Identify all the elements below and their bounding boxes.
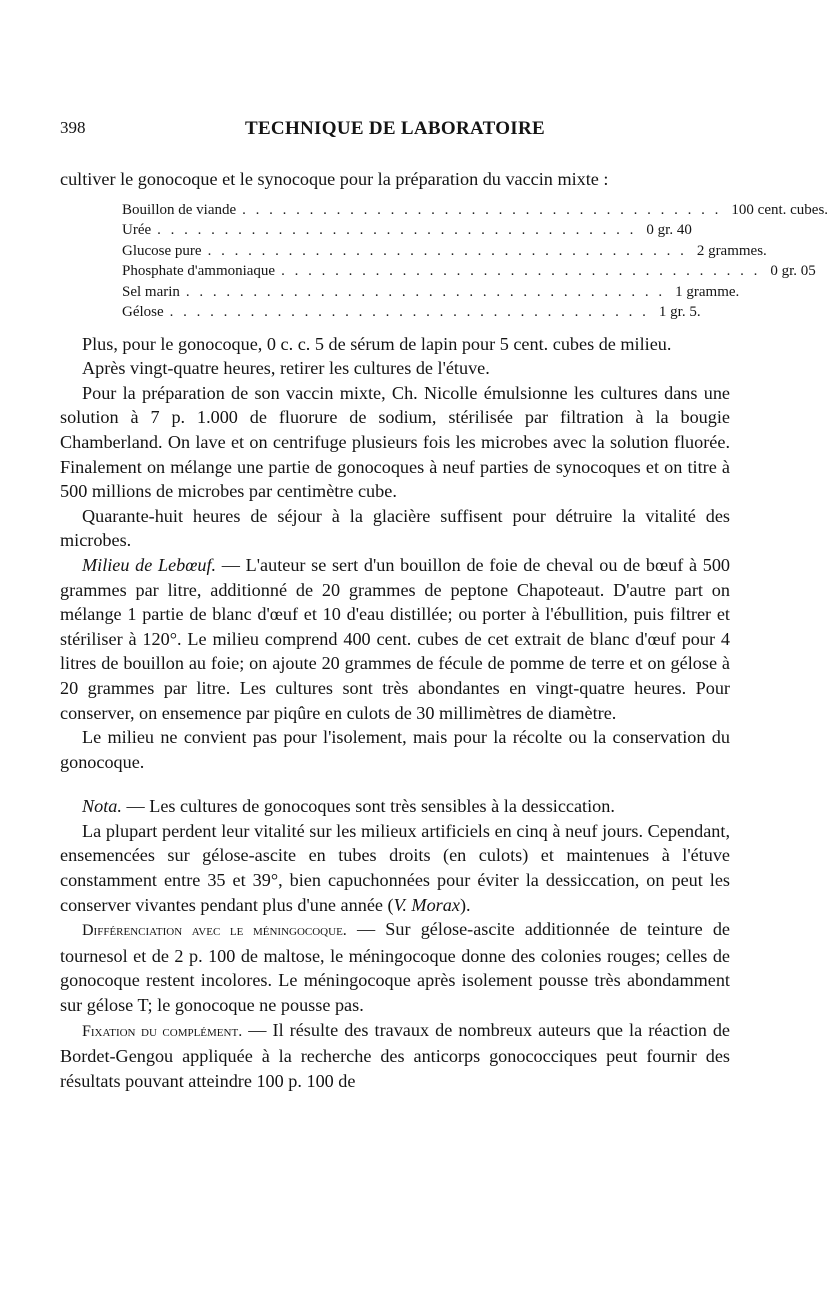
paragraph-nota xyxy=(60,794,730,819)
paragraph-text: — L'auteur se sert d'un bouillon de foie de cheval ou de bœuf à 500 grammes par litre, additionné de 20 grammes de peptone Chapoteaut. D'autre part on mélange 1 partie de blanc d'œuf et 10 d'eau distillée; ou porter à l'ébullition, puis filtrer et stériliser à 120°. Le milieu comprend 400 cent. cubes de cet extrait de blanc d'œuf pour 4 litres de bouillon au foie; on ajoute 20 grammes de fécule de pomme de terre et on gélose à 20 grammes par litre. Les cultures sont très abondantes en vingt-quatre heures. Pour conserver, on ensemence par piqûre en culots de 30 millimètres de diamètre. xyxy=(60,554,731,723)
recipe-quantity: 0 gr. 05 xyxy=(770,263,816,280)
section-title-fixation: Fixation du complément. xyxy=(82,1022,243,1040)
recipe-ingredient: Sel marin xyxy=(122,283,180,300)
recipe-row xyxy=(122,282,740,303)
intro-line: cultiver le gonocoque et le synocoque pour la préparation du vaccin mixte : xyxy=(60,169,609,189)
paragraph-glaciere: Quarante-huit heures de séjour à la glacière suffisent pour détruire la vitalité des microbes. xyxy=(60,505,730,551)
text-body xyxy=(60,167,828,1093)
recipe-row xyxy=(122,220,692,241)
recipe-table xyxy=(122,200,828,323)
dot-leader: . . . . . . . . . . . . . . . . . . . . . . . . . . . . . . . . . . . . xyxy=(207,242,687,259)
recipe-ingredient: Phosphate d'ammoniaque xyxy=(122,263,276,280)
recipe-row xyxy=(122,241,767,262)
recipe-quantity: 0 gr. 40 xyxy=(646,222,692,239)
recipe-ingredient: Bouillon de viande xyxy=(122,201,237,218)
recipe-ingredient: Glucose pure xyxy=(122,242,202,259)
reference-morax: V. Morax xyxy=(393,894,460,915)
paragraph-isolement: Le milieu ne convient pas pour l'isolement, mais pour la récolte ou la conservation du gonocoque. xyxy=(60,727,730,772)
paragraph-text: ). xyxy=(459,894,471,915)
recipe-quantity: 2 grammes. xyxy=(696,242,767,259)
paragraph-cultures: Après vingt-quatre heures, retirer les cultures de l'étuve. xyxy=(82,358,490,379)
paragraph-text: — Les cultures de gonocoques sont très sensibles à la dessiccation. xyxy=(121,796,615,817)
dot-leader: . . . . . . . . . . . . . . . . . . . . . . . . . . . . . . . . . . . . xyxy=(281,263,761,280)
recipe-row xyxy=(122,302,701,323)
page-number: 398 xyxy=(60,118,86,137)
recipe-ingredient: Gélose xyxy=(122,304,164,321)
section-title-milieu-leboeuf: Milieu de Lebœuf. xyxy=(82,554,217,575)
nota-label: Nota. xyxy=(82,796,122,817)
paragraph-vaccin-mixte: Pour la préparation de son vaccin mixte, Ch. Nicolle émulsionne les cultures dans une solution à 7 p. 1.000 de fluorure de sodium, stérilisée par filtration à la bougie Chamberland. On lave et on centrifuge plusieurs fois les microbes avec la solution fluorée. Finalement on mélange une partie de gonocoques à neuf parties de synocoques et on titre à 500 millions de microbes par centimètre cube. xyxy=(60,382,730,502)
dot-leader: . . . . . . . . . . . . . . . . . . . . . . . . . . . . . . . . . . . . xyxy=(157,222,637,239)
dot-leader: . . . . . . . . . . . . . . . . . . . . . . . . . . . . . . . . . . . . xyxy=(185,283,666,300)
paragraph-milieu-leboeuf xyxy=(60,553,730,725)
dot-leader: . . . . . . . . . . . . . . . . . . . . . . . . . . . . . . . . . . . . xyxy=(242,201,722,218)
paragraph-vitalite xyxy=(60,819,730,917)
recipe-quantity: 1 gr. 5. xyxy=(658,304,701,321)
recipe-row xyxy=(122,200,828,221)
recipe-row xyxy=(122,261,816,282)
running-title: TECHNIQUE DE LABORATOIRE xyxy=(244,118,545,139)
paragraph-text: — Sur gélose-ascite additionnée de teinture de tournesol et de 2 p. 100 de maltose, le méningocoque donne des colonies rouges; celles de gonocoque restent incolores. Le méningocoque après isolement pousse très abondamment sur gélose T; le gonocoque ne pousse pas. xyxy=(60,919,730,1016)
paragraph-serum: Plus, pour le gonocoque, 0 c. c. 5 de sérum de lapin pour 5 cent. cubes de milieu. xyxy=(82,333,672,354)
paragraph-fixation xyxy=(60,1018,730,1094)
recipe-quantity: 100 cent. cubes. xyxy=(731,201,828,218)
paragraph-gap xyxy=(60,774,730,794)
paragraph-differenciation xyxy=(60,917,730,1017)
page-header xyxy=(60,118,730,146)
dot-leader: . . . . . . . . . . . . . . . . . . . . . . . . . . . . . . . . . . . . xyxy=(169,304,649,321)
recipe-quantity: 1 gramme. xyxy=(675,283,740,300)
recipe-ingredient: Urée xyxy=(122,222,152,239)
paragraph-text: La plupart perdent leur vitalité sur les milieux artificiels en cinq à neuf jours. Cependant, ensemencées sur gélose-ascite en tubes droits (en culots) et maintenues à l'étuve constamment entre 35 et 39°, bien capuchonnées pour éviter la dessiccation, on peut les conserver vivantes pendant plus d'une année ( xyxy=(60,820,730,915)
section-title-differenciation: Différenciation avec le méningocoque. xyxy=(82,922,347,940)
paragraph-text: — Il résulte des travaux de nombreux auteurs que la réaction de Bordet-Gengou appliquée à la recherche des anticorps gonococciques peut fournir des résultats pouvant atteindre 100 p. 100 de xyxy=(60,1019,731,1091)
